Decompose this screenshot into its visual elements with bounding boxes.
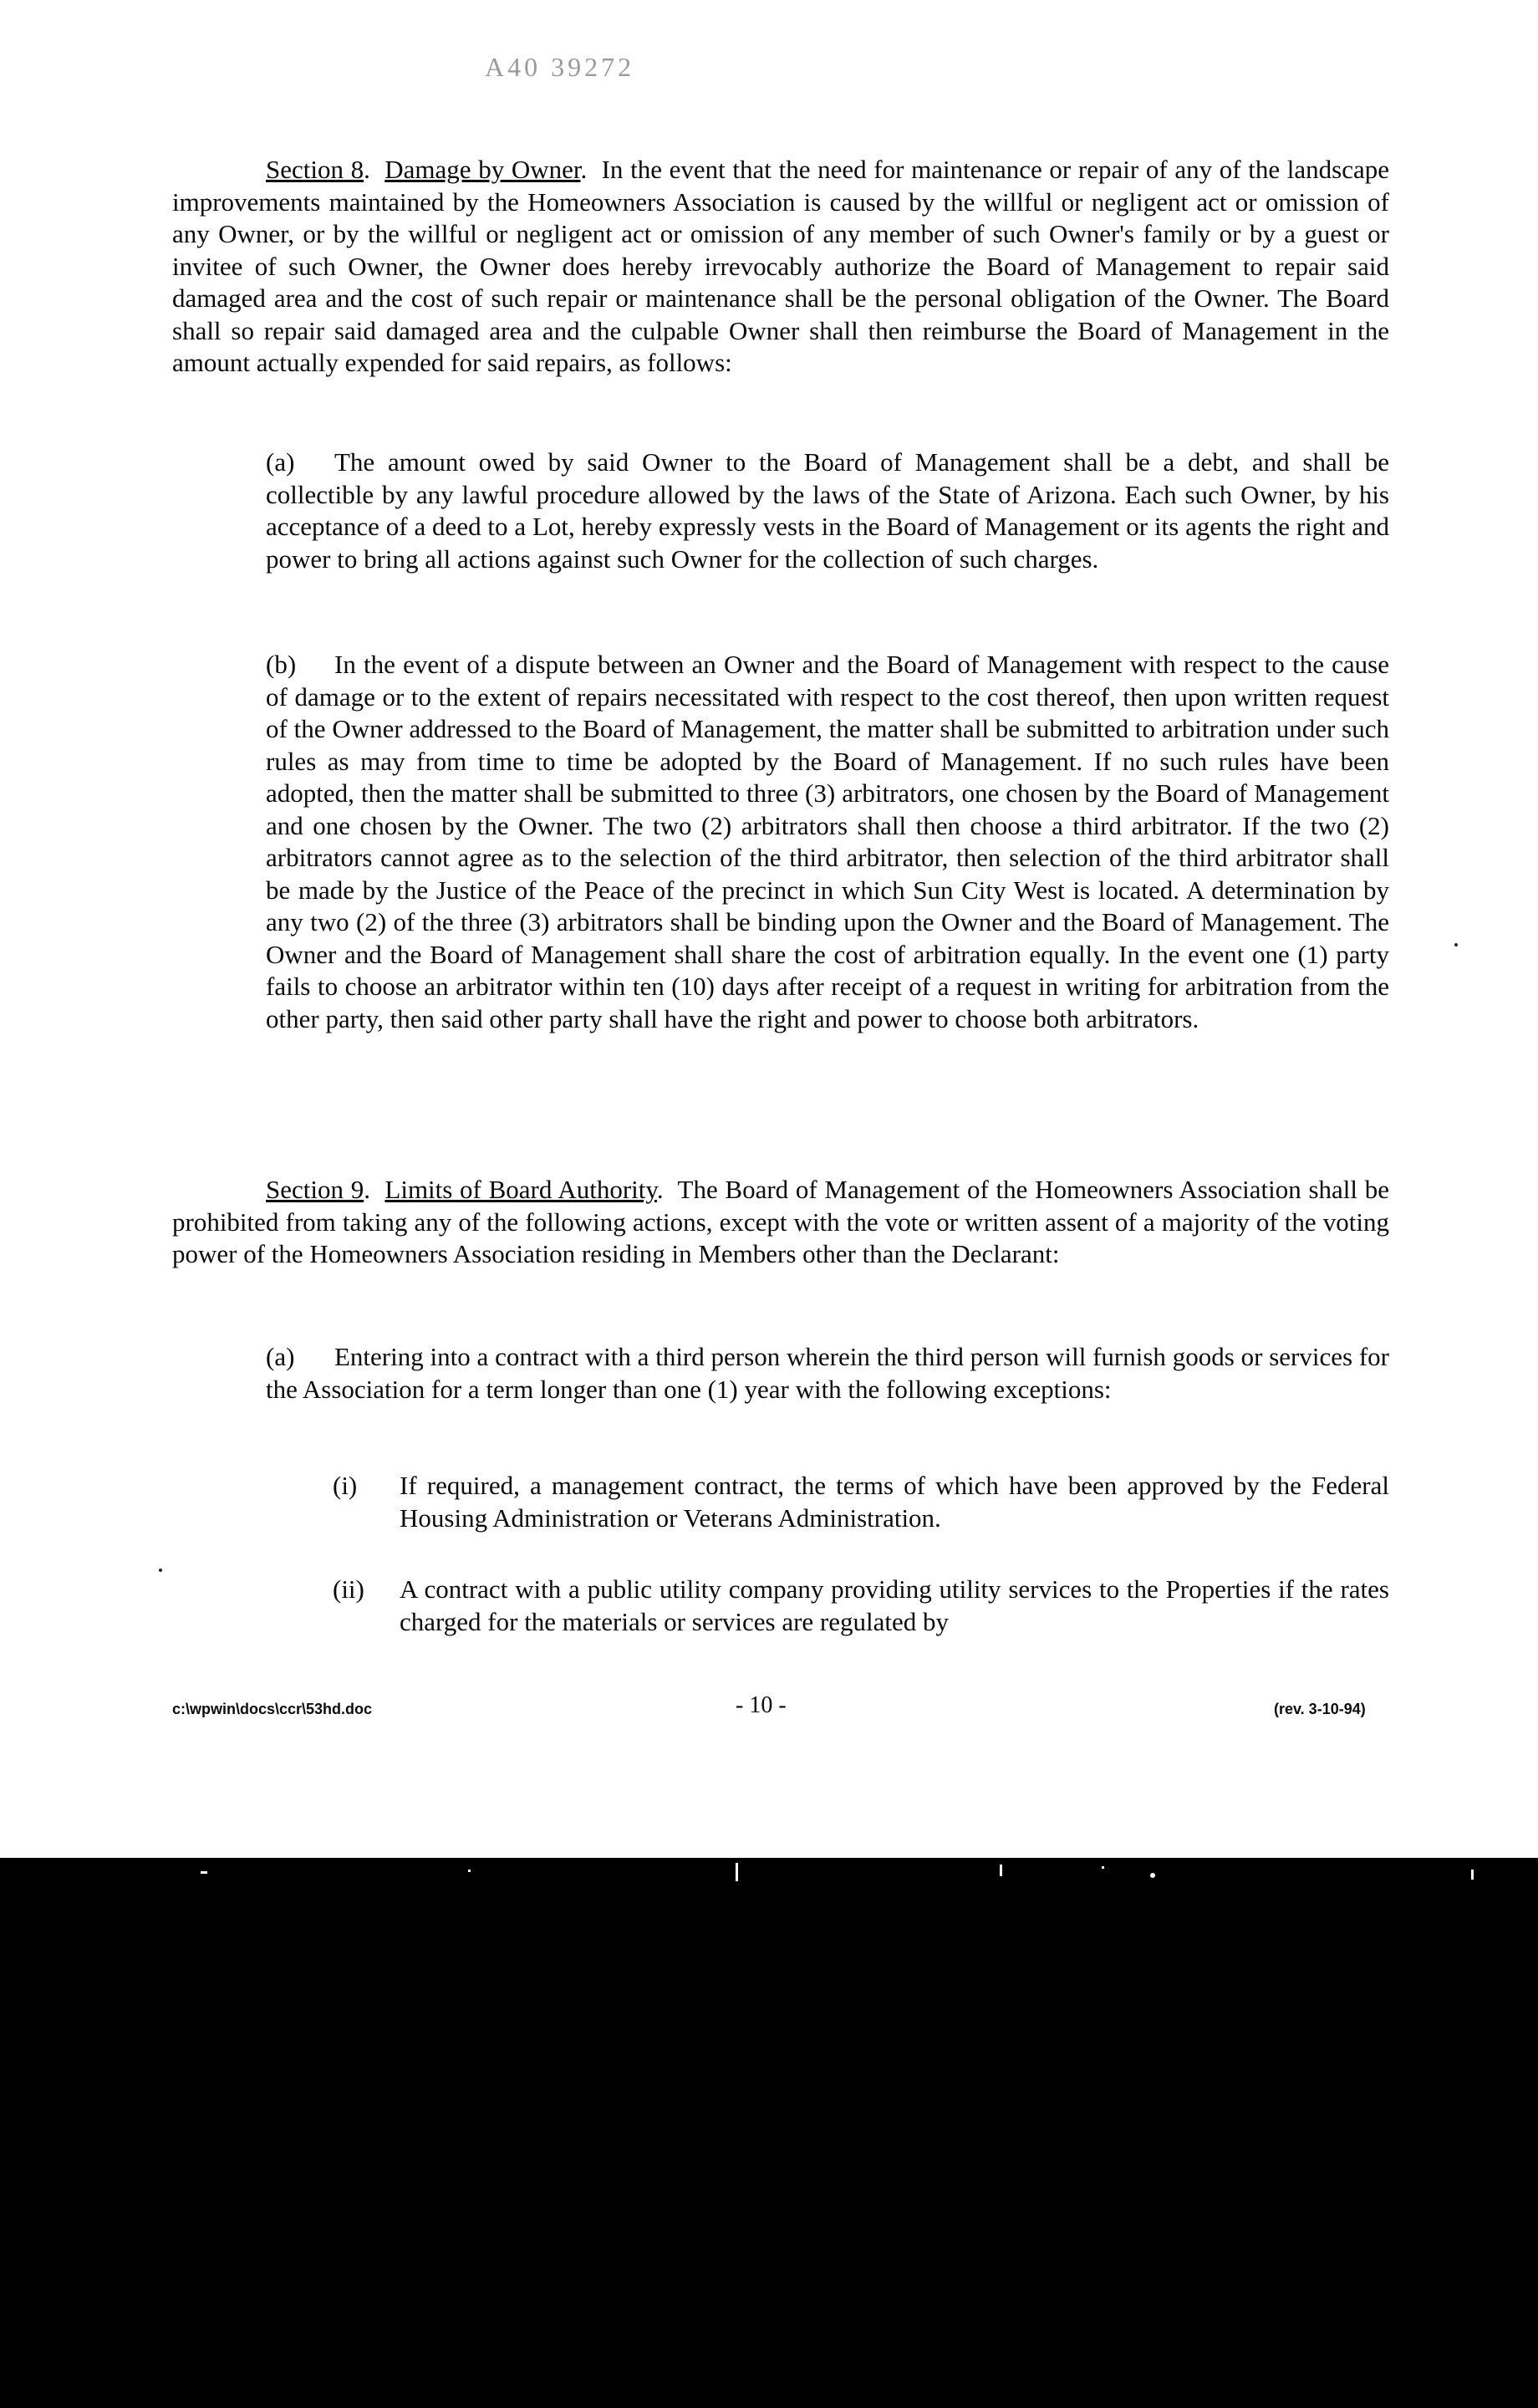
section-9-title: Limits of Board Authority [384, 1175, 657, 1204]
recording-stamp: A40 39272 [485, 52, 635, 82]
footer-file-path: c:\wpwin\docs\ccr\53hd.doc [172, 1701, 373, 1717]
section-9-item-a-text: Entering into a contract with a third person wherein the third person will furnish goods or services for the Association for a term longer than one (1) year with the following exceptions: [266, 1342, 1389, 1404]
footer-page-number: - 10 - [736, 1692, 787, 1718]
section-9-paragraph: Section 9. Limits of Board Authority. The Board of Management of the Homeowners Association shall be prohibited from taking any of the following actions, except with the vote or written assent of a majority of the voting power of the Homeowners Association residing in Members other than the Declarant: [172, 1175, 1389, 1268]
section-9-item-i-text: If required, a management contract, the terms of which have been approved by the Federal Housing Administration or Veterans Administration. [400, 1471, 1389, 1533]
section-8-item-a-text: The amount owed by said Owner to the Board of Management shall be a debt, and shall be collectible by any lawful procedure allowed by the laws of the State of Arizona. Each such Owner, by his acceptance of a deed to a Lot, hereby expressly vests in the Board of Management or its agents the right and power to bring all actions against such Owner for the collection of such charges. [266, 447, 1389, 574]
section-9-body: The Board of Management of the Homeowners Association shall be prohibited from taking any of the following actions, except with the vote or written assent of a majority of the voting power of the Homeowners Association residing in Members other than the Declarant: [172, 1175, 1389, 1268]
section-8-item-a [266, 446, 1389, 575]
scan-speck [159, 1569, 162, 1572]
section-8-body: In the event that the need for maintenance or repair of any of the landscape improvements maintained by the Homeowners Association is caused by the willful or negligent act or omission of any Owner, or by the willful or negligent act or omission of any member of such Owner's family or by a guest or invitee of such Owner, the Owner does hereby irrevocably authorize the Board of Management to repair said damaged area and the cost of such repair or maintenance shall be the personal obligation of the Owner. The Board shall so repair said damaged area and the culpable Owner shall then reimburse the Board of Management in the amount actually expended for said repairs, as follows: [172, 155, 1390, 377]
scan-speck [468, 1870, 471, 1872]
scan-speck [1102, 1866, 1104, 1869]
scan-black-area [0, 1858, 1538, 2408]
section-8-heading: Section 8 [266, 155, 364, 184]
scan-speck [201, 1871, 207, 1874]
footer-revision: (rev. 3-10-94) [1274, 1701, 1366, 1717]
scan-speck [1150, 1873, 1155, 1878]
section-9-item-ii [266, 1574, 1389, 1640]
scan-speck [1471, 1870, 1474, 1880]
scan-speck [1454, 943, 1458, 946]
section-9-heading: Section 9 [266, 1175, 364, 1204]
item-label: (i) [333, 1471, 358, 1500]
section-9-item-ii-text: A contract with a public utility company providing utility services to the Properties if the rates charged for the materials or services are regulated by [400, 1574, 1389, 1636]
section-8-paragraph: Section 8. Damage by Owner. In the event that the need for maintenance or repair of any of the landscape improvements maintained by the Homeowners Association is caused by the willful or negligent act or omission of any Owner, or by the willful or negligent act or omission of any member of such Owner's family or by a guest or invitee of such Owner, the Owner does hereby irrevocably authorize the Board of Management to repair said damaged area and the cost of such repair or maintenance shall be the personal obligation of the Owner. The Board shall so repair said damaged area and the culpable Owner shall then reimburse the Board of Management in the amount actually expended for said repairs, as follows: [172, 155, 1390, 377]
section-8-item-b [266, 649, 1389, 1035]
section-9-item-i [266, 1470, 1389, 1537]
item-label: (a) [266, 447, 295, 477]
item-label: (b) [266, 650, 297, 679]
item-label: (ii) [333, 1574, 364, 1604]
scan-speck [1000, 1865, 1002, 1876]
section-8-title: Damage by Owner [384, 155, 581, 184]
scan-speck [736, 1863, 738, 1881]
item-label: (a) [266, 1342, 295, 1371]
section-9-item-a [266, 1341, 1389, 1406]
section-8-item-b-text: In the event of a dispute between an Owner and the Board of Management with respect to the cause of damage or to the extent of repairs necessitated with respect to the cost thereof, then upon written request of the Owner addressed to the Board of Management, the matter shall be submitted to arbitration under such rules as may from time to time be adopted by the Board of Management. If no such rules have been adopted, then the matter shall be submitted to three (3) arbitrators, one chosen by the Board of Management and one chosen by the Owner. The two (2) arbitrators shall then choose a third arbitrator. If the two (2) arbitrators cannot agree as to the selection of the third arbitrator, then selection of the third arbitrator shall be made by the Justice of the Peace of the precinct in which Sun City West is located. A determination by any two (2) of the three (3) arbitrators shall be binding upon the Owner and the Board of Management. The Owner and the Board of Management shall share the cost of arbitration equally. In the event one (1) party fails to choose an arbitrator within ten (10) days after receipt of a request in writing for arbitration from the other party, then said other party shall have the right and power to choose both arbitrators. [266, 650, 1389, 1033]
